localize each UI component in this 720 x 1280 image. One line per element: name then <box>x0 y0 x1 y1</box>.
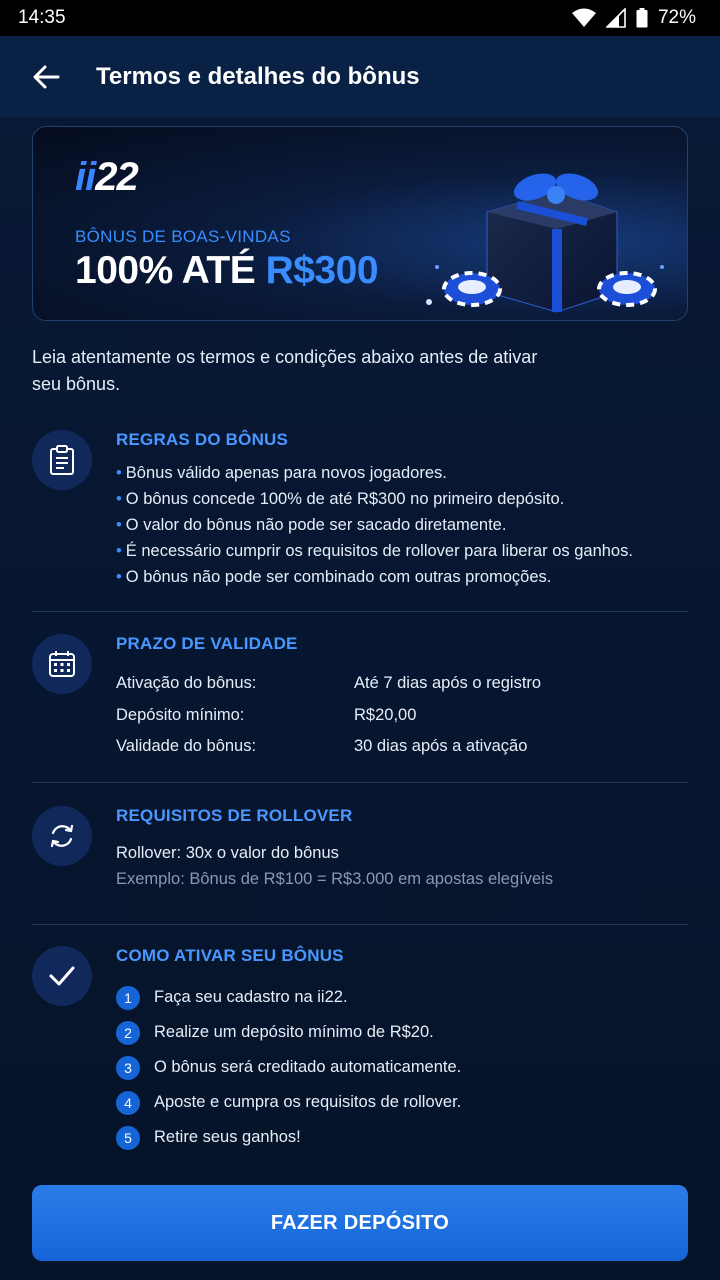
list-item <box>116 1120 688 1155</box>
step-number: 2 <box>116 1021 140 1045</box>
banner-subtitle: BÔNUS DE BOAS-VINDAS <box>75 227 291 246</box>
list-item: • O valor do bônus não pode ser sacado diretamente. <box>116 516 507 534</box>
validity-table <box>116 668 688 763</box>
table-row: Ativação do bônus: Até 7 dias após o registro <box>116 674 542 692</box>
list-item: • É necessário cumprir os requisitos de rollover para liberar os ganhos. <box>116 542 633 560</box>
table-row: Validade do bônus: 30 dias após a ativação <box>116 737 528 755</box>
clipboard-icon <box>49 445 75 475</box>
divider <box>32 611 688 612</box>
arrow-left-icon <box>32 65 60 89</box>
validity-body <box>116 634 688 763</box>
list-item: • Bônus válido apenas para novos jogadores. <box>116 464 447 482</box>
gift-box-icon <box>417 167 677 317</box>
page-title: Termos e detalhes do bônus <box>96 63 420 90</box>
steps-list <box>116 980 688 1155</box>
intro-text: Leia atentamente os termos e condições abaixo antes de ativar seu bônus. <box>32 347 538 394</box>
validity-title: PRAZO DE VALIDADE <box>116 634 298 653</box>
step-text: Aposte e cumpra os requisitos de rollover. <box>154 1093 462 1111</box>
rules-body <box>116 430 688 590</box>
divider <box>32 924 688 925</box>
step-text: Retire seus ganhos! <box>154 1128 301 1146</box>
battery-icon <box>636 8 648 28</box>
rules-title: REGRAS DO BÔNUS <box>116 430 289 449</box>
rollover-example: Exemplo: Bônus de R$100 = R$3.000 em apostas elegíveis <box>116 870 554 888</box>
battery-percent: 72% <box>657 7 696 28</box>
step-text: O bônus será creditado automaticamente. <box>154 1058 462 1076</box>
rollover-body <box>116 806 688 892</box>
deposit-button[interactable]: FAZER DEPÓSITO <box>32 1185 688 1261</box>
list-item: • O bônus não pode ser combinado com outras promoções. <box>116 568 552 586</box>
banner-title-prefix: 100% ATÉ <box>75 249 266 292</box>
list-item <box>116 1015 688 1050</box>
back-button[interactable] <box>26 57 66 97</box>
step-text: Faça seu cadastro na ii22. <box>154 988 348 1006</box>
rollover-icon-badge <box>32 806 92 866</box>
list-item: • O bônus concede 100% de até R$300 no primeiro depósito. <box>116 490 565 508</box>
rules-list <box>116 460 688 590</box>
banner-title-amount: R$300 <box>265 249 379 292</box>
refresh-icon <box>47 821 77 851</box>
list-item <box>116 980 688 1015</box>
rules-icon-badge <box>32 430 92 490</box>
calendar-icon <box>48 650 76 678</box>
status-icons <box>572 7 696 29</box>
table-row: Depósito mínimo: R$20,00 <box>116 705 417 724</box>
rollover-title: REQUISITOS DE ROLLOVER <box>116 806 353 825</box>
step-number: 5 <box>116 1126 140 1150</box>
brand-logo: ii22 <box>75 155 138 199</box>
activate-title: COMO ATIVAR SEU BÔNUS <box>116 946 344 965</box>
promo-banner <box>32 126 688 321</box>
signal-icon <box>606 8 626 28</box>
step-number: 4 <box>116 1091 140 1115</box>
divider <box>32 782 688 783</box>
app-bar <box>0 36 720 118</box>
validity-icon-badge <box>32 634 92 694</box>
wifi-icon <box>572 8 596 28</box>
step-number: 3 <box>116 1056 140 1080</box>
step-number: 1 <box>116 986 140 1010</box>
status-bar <box>0 0 720 36</box>
list-item <box>116 1085 688 1120</box>
activate-icon-badge <box>32 946 92 1006</box>
banner-title <box>75 249 378 293</box>
status-time: 14:35 <box>18 7 66 28</box>
rollover-requirement: Rollover: 30x o valor do bônus <box>116 844 339 862</box>
activate-body <box>116 946 688 1155</box>
step-text: Realize um depósito mínimo de R$20. <box>154 1023 434 1041</box>
check-icon <box>48 965 76 987</box>
list-item <box>116 1050 688 1085</box>
